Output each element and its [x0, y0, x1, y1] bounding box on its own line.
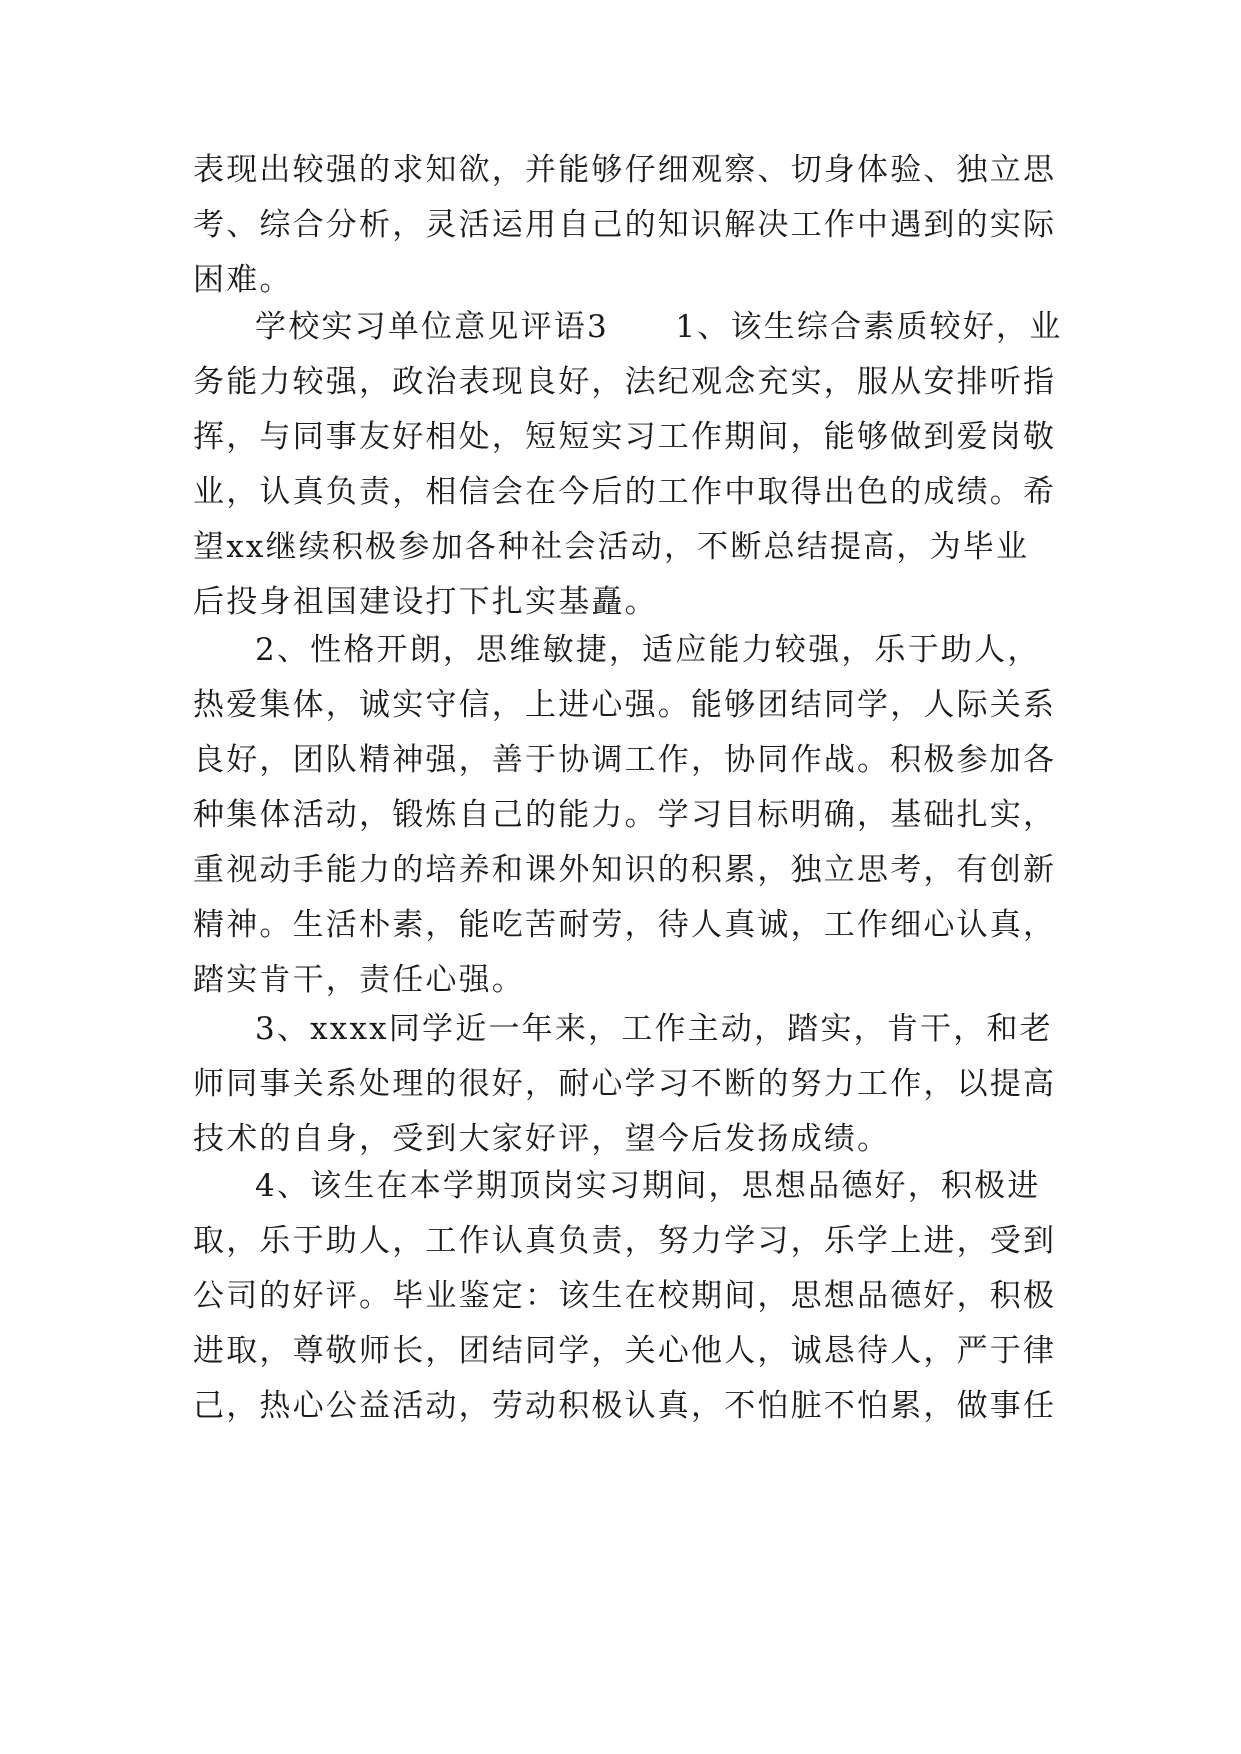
- text-line: 己，热心公益活动，劳动积极认真，不怕脏不怕累，做事任: [193, 1388, 1057, 1424]
- text-line: 望xx继续积极参加各种社会活动，不断总结提高，为毕业: [193, 529, 1030, 565]
- text-line: 业，认真负责，相信会在今后的工作中取得出色的成绩。希: [193, 474, 1057, 510]
- text-line: 3、xxxx同学近一年来，工作主动，踏实，肯干，和老: [255, 1011, 1053, 1047]
- text-line: 良好，团队精神强，善于协调工作，协同作战。积极参加各: [193, 742, 1057, 778]
- text-line: 取，乐于助人，工作认真负责，努力学习，乐学上进，受到: [193, 1223, 1057, 1259]
- text-line: 困难。: [193, 262, 293, 298]
- text-line: 务能力较强，政治表现良好，法纪观念充实，服从安排听指: [193, 364, 1057, 400]
- text-line: 公司的好评。毕业鉴定：该生在校期间，思想品德好，积极: [193, 1278, 1057, 1314]
- text-line: 种集体活动，锻炼自己的能力。学习目标明确，基础扎实，: [193, 797, 1057, 833]
- text-line: 踏实肯干，责任心强。: [193, 962, 525, 998]
- text-line: 师同事关系处理的很好，耐心学习不断的努力工作，以提高: [193, 1066, 1057, 1102]
- text-line: 热爱集体，诚实守信，上进心强。能够团结同学，人际关系: [193, 687, 1057, 723]
- text-line: 进取，尊敬师长，团结同学，关心他人，诚恳待人，严于律: [193, 1333, 1057, 1369]
- text-line: 学校实习单位意见评语3 1、该生综合素质较好，业: [255, 309, 1063, 345]
- text-line: 表现出较强的求知欲，并能够仔细观察、切身体验、独立思: [193, 152, 1057, 188]
- text-line: 4、该生在本学期顶岗实习期间，思想品德好，积极进: [255, 1168, 1041, 1204]
- text-line: 后投身祖国建设打下扎实基矗。: [193, 584, 658, 620]
- text-line: 重视动手能力的培养和课外知识的积累，独立思考，有创新: [193, 852, 1057, 888]
- text-line: 精神。生活朴素，能吃苦耐劳，待人真诚，工作细心认真，: [193, 907, 1057, 943]
- text-line: 2、性格开朗，思维敏捷，适应能力较强，乐于助人，: [255, 632, 1041, 668]
- text-line: 挥，与同事友好相处，短短实习工作期间，能够做到爱岗敬: [193, 419, 1057, 455]
- text-line: 考、综合分析，灵活运用自己的知识解决工作中遇到的实际: [193, 207, 1057, 243]
- text-line: 技术的自身，受到大家好评，望今后发扬成绩。: [193, 1121, 891, 1157]
